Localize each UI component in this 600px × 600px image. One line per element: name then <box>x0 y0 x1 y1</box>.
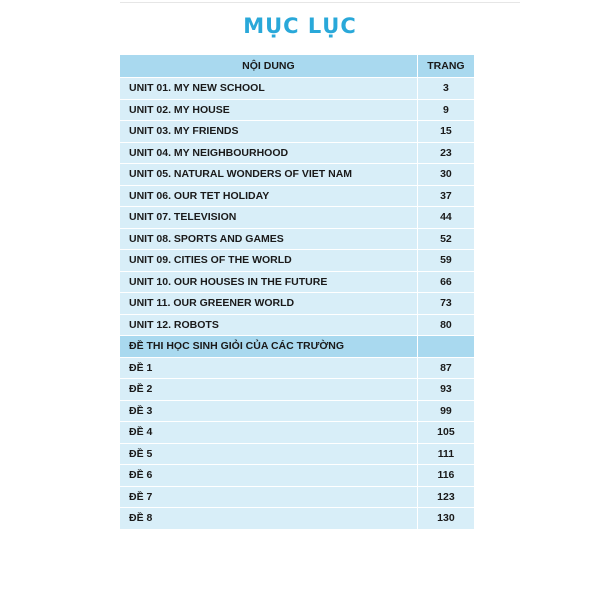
table-row <box>120 379 475 401</box>
row-page-number: 66 <box>417 271 474 293</box>
row-title: UNIT 03. MY FRIENDS <box>120 121 418 143</box>
row-title: UNIT 05. NATURAL WONDERS OF VIET NAM <box>120 164 418 186</box>
row-page-number: 59 <box>417 250 474 272</box>
top-divider <box>120 2 520 3</box>
table-row <box>120 142 475 164</box>
row-page-number: 130 <box>417 508 474 530</box>
column-header-content: NỘI DUNG <box>120 55 418 78</box>
row-title: ĐỀ 1 <box>120 357 418 379</box>
row-title: ĐỀ 6 <box>120 465 418 487</box>
row-page-number: 3 <box>417 78 474 100</box>
row-title: ĐỀ 2 <box>120 379 418 401</box>
row-page-number: 87 <box>417 357 474 379</box>
row-page-number: 73 <box>417 293 474 315</box>
table-row <box>120 314 475 336</box>
table-row <box>120 185 475 207</box>
section-page-cell <box>417 336 474 358</box>
table-row <box>120 465 475 487</box>
table-body <box>120 78 475 530</box>
row-title: UNIT 12. ROBOTS <box>120 314 418 336</box>
table-of-contents <box>119 54 475 530</box>
row-page-number: 93 <box>417 379 474 401</box>
row-page-number: 111 <box>417 443 474 465</box>
table-header-row <box>120 55 475 78</box>
row-title: UNIT 07. TELEVISION <box>120 207 418 229</box>
table-row <box>120 271 475 293</box>
table-row <box>120 250 475 272</box>
page-title: MỤC LỤC <box>243 14 357 38</box>
table-row <box>120 443 475 465</box>
table-row <box>120 400 475 422</box>
row-title: UNIT 02. MY HOUSE <box>120 99 418 121</box>
row-title: ĐỀ 7 <box>120 486 418 508</box>
table-row <box>120 508 475 530</box>
row-title: UNIT 06. OUR TET HOLIDAY <box>120 185 418 207</box>
row-title: UNIT 09. CITIES OF THE WORLD <box>120 250 418 272</box>
row-page-number: 30 <box>417 164 474 186</box>
row-page-number: 9 <box>417 99 474 121</box>
section-header-row <box>120 336 475 358</box>
row-page-number: 123 <box>417 486 474 508</box>
table-row <box>120 207 475 229</box>
table-row <box>120 486 475 508</box>
table-row <box>120 357 475 379</box>
row-title: UNIT 10. OUR HOUSES IN THE FUTURE <box>120 271 418 293</box>
table-row <box>120 78 475 100</box>
row-page-number: 105 <box>417 422 474 444</box>
row-title: ĐỀ 5 <box>120 443 418 465</box>
table-row <box>120 422 475 444</box>
column-header-page: TRANG <box>417 55 474 78</box>
table-row <box>120 99 475 121</box>
row-title: UNIT 04. MY NEIGHBOURHOOD <box>120 142 418 164</box>
row-title: ĐỀ 3 <box>120 400 418 422</box>
row-page-number: 52 <box>417 228 474 250</box>
row-page-number: 23 <box>417 142 474 164</box>
row-title: UNIT 08. SPORTS AND GAMES <box>120 228 418 250</box>
row-title: ĐỀ 4 <box>120 422 418 444</box>
table-row <box>120 164 475 186</box>
section-title: ĐỀ THI HỌC SINH GIỎI CỦA CÁC TRƯỜNG <box>120 336 418 358</box>
table-row <box>120 228 475 250</box>
table-row <box>120 293 475 315</box>
row-page-number: 116 <box>417 465 474 487</box>
row-title: ĐỀ 8 <box>120 508 418 530</box>
row-page-number: 44 <box>417 207 474 229</box>
row-title: UNIT 01. MY NEW SCHOOL <box>120 78 418 100</box>
row-page-number: 80 <box>417 314 474 336</box>
row-title: UNIT 11. OUR GREENER WORLD <box>120 293 418 315</box>
row-page-number: 99 <box>417 400 474 422</box>
row-page-number: 15 <box>417 121 474 143</box>
row-page-number: 37 <box>417 185 474 207</box>
table-row <box>120 121 475 143</box>
